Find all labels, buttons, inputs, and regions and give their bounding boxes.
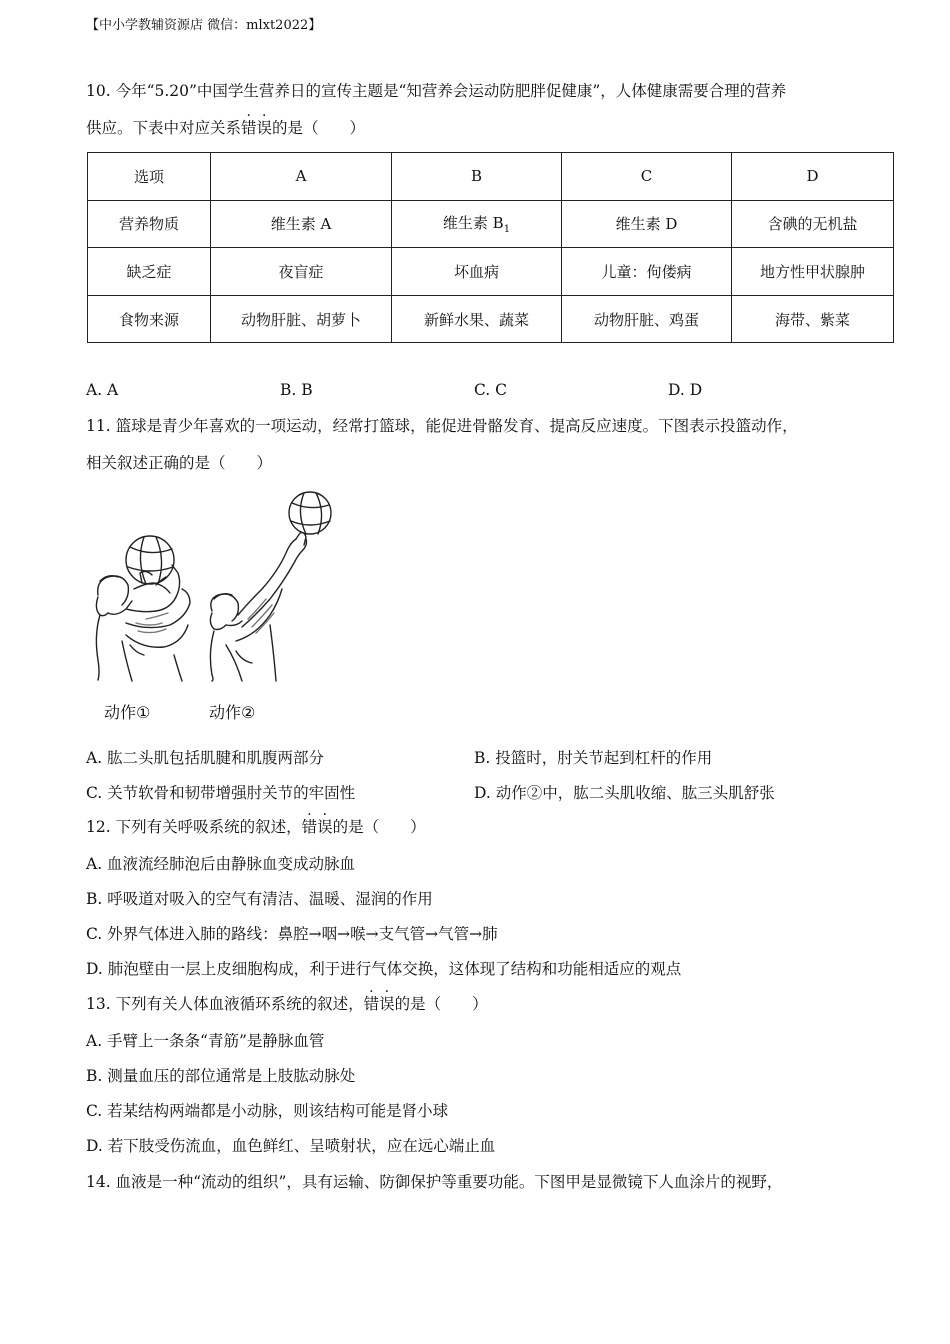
subscript: 1 [503,224,511,236]
q13-option-c: C. 若某结构两端都是小动脉，则该结构可能是肾小球 [86,1102,449,1120]
basketball-shooting-figure [86,485,346,735]
nutrition-table [87,152,894,343]
q12-option-a: A. 血液流经肺泡后由静脉血变成动脉血 [86,855,356,873]
q10-line2-post: 的是（ ） [272,119,366,137]
q10-emphasis-2: 误 [256,119,273,137]
q10-emphasis-1: 错 [241,119,257,137]
table-row [88,295,894,343]
table-cell: D [732,153,894,201]
page-header: 【中小学教辅资源店 微信：mlxt2022】 [86,18,322,33]
table-cell: 夜盲症 [211,248,392,296]
q12-option-b: B. 呼吸道对吸入的空气有清洁、温暖、湿润的作用 [86,890,433,908]
q10-line2-pre: 供应。下表中对应关系 [86,119,242,137]
table-cell: C [562,153,732,201]
q10-option-c: C. C [474,381,508,399]
q13-option-b: B. 测量血压的部位通常是上肢肱动脉处 [86,1067,356,1085]
q12-emphasis-1: 错 [301,818,318,836]
table-row [88,200,894,248]
table-cell: 食物来源 [88,295,211,343]
q12-stem-post: 的是（ ） [332,818,426,836]
q13-emphasis-2: 误 [379,995,395,1013]
q12-emphasis-2: 误 [317,818,333,836]
table-row [88,248,894,296]
q13-emphasis-1: 错 [363,995,380,1013]
q10-line1: 10. 今年“5.20”中国学生营养日的宣传主题是“知营养会运动防肥胖促健康”，人体健康需要合理的营养 [86,82,787,100]
table-cell: 坏血病 [392,248,562,296]
figure-caption-action-2: 动作② [209,703,256,722]
table-cell: B [392,153,562,201]
q13-stem-pre: 13. 下列有关人体血液循环系统的叙述， [86,995,364,1013]
q12-stem-pre: 12. 下列有关呼吸系统的叙述， [86,818,302,836]
q10-option-a: A. A [86,381,119,399]
q12-stem [86,816,426,838]
table-cell: 海带、紫菜 [732,295,894,343]
figure-caption-action-1: 动作① [104,703,151,722]
q13-stem [86,993,488,1015]
table-row [88,153,894,201]
table-cell: A [211,153,392,201]
q10-line2 [86,117,365,139]
q11-line2: 相关叙述正确的是（ ） [86,454,273,472]
q13-option-a: A. 手臂上一条条“青筋”是静脉血管 [86,1032,325,1050]
table-cell: 维生素 D [562,200,732,248]
q11-line1: 11. 篮球是青少年喜欢的一项运动，经常打篮球，能促进骨骼发育、提高反应速度。下图表示投篮动作， [86,417,798,435]
table-cell: 动物肝脏、胡萝卜 [211,295,392,343]
q10-option-d: D. D [668,381,703,399]
q10-option-b: B. B [280,381,313,399]
table-cell [392,200,562,248]
player-figure-2 [210,533,306,682]
table-cell: 营养物质 [88,200,211,248]
q13-option-d: D. 若下肢受伤流血，血色鲜红、呈喷射状，应在远心端止血 [86,1137,496,1155]
basketball-icon-2 [289,492,331,534]
table-cell: 选项 [88,153,211,201]
table-cell-text: 维生素 B [442,214,504,233]
table-cell: 维生素 A [211,200,392,248]
q12-option-c: C. 外界气体进入肺的路线：鼻腔→咽→喉→支气管→气管→肺 [86,925,498,943]
table-cell: 含碘的无机盐 [732,200,894,248]
q14-line1: 14. 血液是一种“流动的组织”，具有运输、防御保护等重要功能。下图甲是显微镜下人血涂片的视野， [86,1173,783,1191]
q13-stem-post: 的是（ ） [394,995,488,1013]
q12-option-d: D. 肺泡壁由一层上皮细胞构成，利于进行气体交换，这体现了结构和功能相适应的观点 [86,960,682,978]
table-cell: 缺乏症 [88,248,211,296]
basketball-icon-1 [126,536,174,584]
q11-option-c: C. 关节软骨和韧带增强肘关节的牢固性 [86,784,356,802]
table-cell: 动物肝脏、鸡蛋 [562,295,732,343]
table-cell: 儿童：佝偻病 [562,248,732,296]
q11-option-b: B. 投篮时，肘关节起到杠杆的作用 [474,749,713,767]
table-cell: 新鲜水果、蔬菜 [392,295,562,343]
q11-option-a: A. 肱二头肌包括肌腱和肌腹两部分 [86,749,325,767]
q11-option-d: D. 动作②中，肱二头肌收缩、肱三头肌舒张 [474,784,775,802]
table-cell: 地方性甲状腺肿 [732,248,894,296]
